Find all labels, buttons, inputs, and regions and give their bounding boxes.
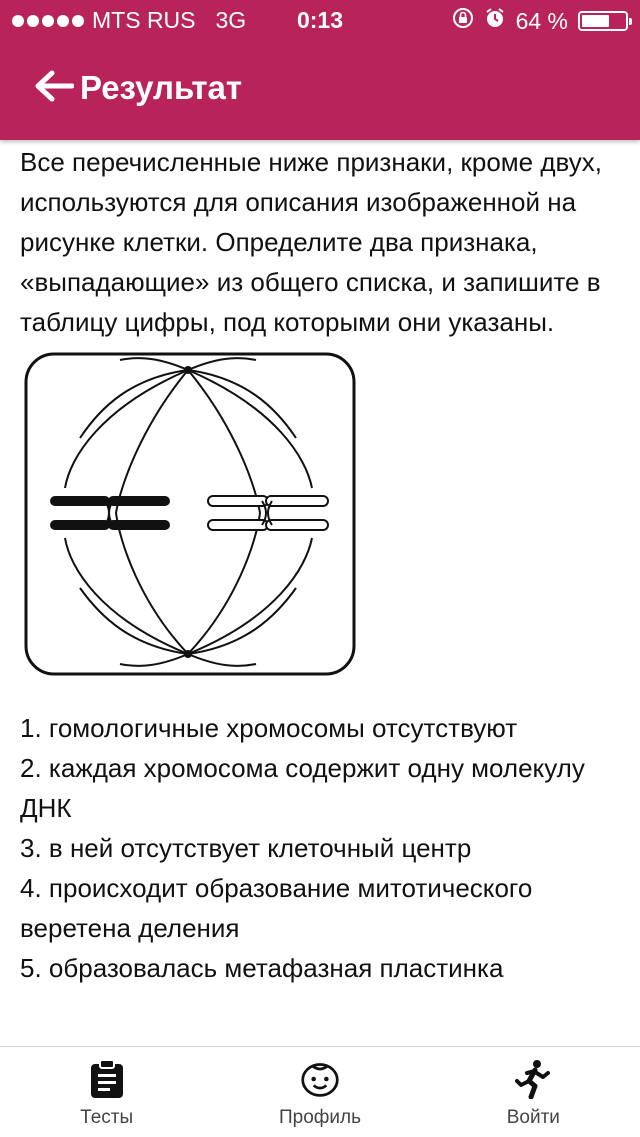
running-person-icon [513,1059,553,1099]
status-time: 0:13 [296,7,344,33]
battery-level [582,15,609,27]
question-content [20,142,640,988]
cell-figure [20,348,360,688]
back-button[interactable] [32,66,76,110]
arrow-left-icon [34,70,74,107]
status-right [452,7,628,35]
toolbar [0,58,640,118]
tab-login[interactable] [427,1047,640,1137]
alarm-icon [484,7,506,35]
option-3: 3. в ней отсутствует клеточный центр [20,833,472,863]
tab-tests[interactable] [0,1047,213,1137]
battery-icon [578,11,628,31]
tab-tests-label: Тесты [80,1107,134,1128]
tab-profile-label: Профиль [278,1107,361,1128]
face-icon [300,1059,340,1099]
option-2: 2. каждая хромосома содержит одну молекулу ДНК [20,753,585,823]
battery-percent: 64 % [515,7,568,34]
app-header [0,0,640,140]
status-bar [0,0,640,40]
option-5: 5. образовалась метафазная пластинка [20,953,504,983]
tab-login-label: Войти [506,1107,560,1128]
network-type: 3G [215,7,247,33]
tab-profile[interactable] [213,1047,426,1137]
clipboard-icon [87,1059,127,1099]
answer-options [20,708,640,988]
rotation-lock-icon [452,7,474,35]
bottom-tab-bar [0,1046,640,1137]
page-title: Результат [80,69,243,106]
carrier-name: MTS RUS [92,7,196,33]
option-4: 4. происходит образование митотического веретена деления [20,873,533,943]
cell-division-illustration [20,348,360,688]
option-1: 1. гомологичные хромосомы отсутствуют [20,713,518,743]
question-text: Все перечисленные ниже признаки, кроме двух, используются для описания изображенной на рисунке клетки. Определите два признака, «выпадающие» из общего списка, и запишите в таблицу цифры, под которыми они указаны. [20,147,603,337]
